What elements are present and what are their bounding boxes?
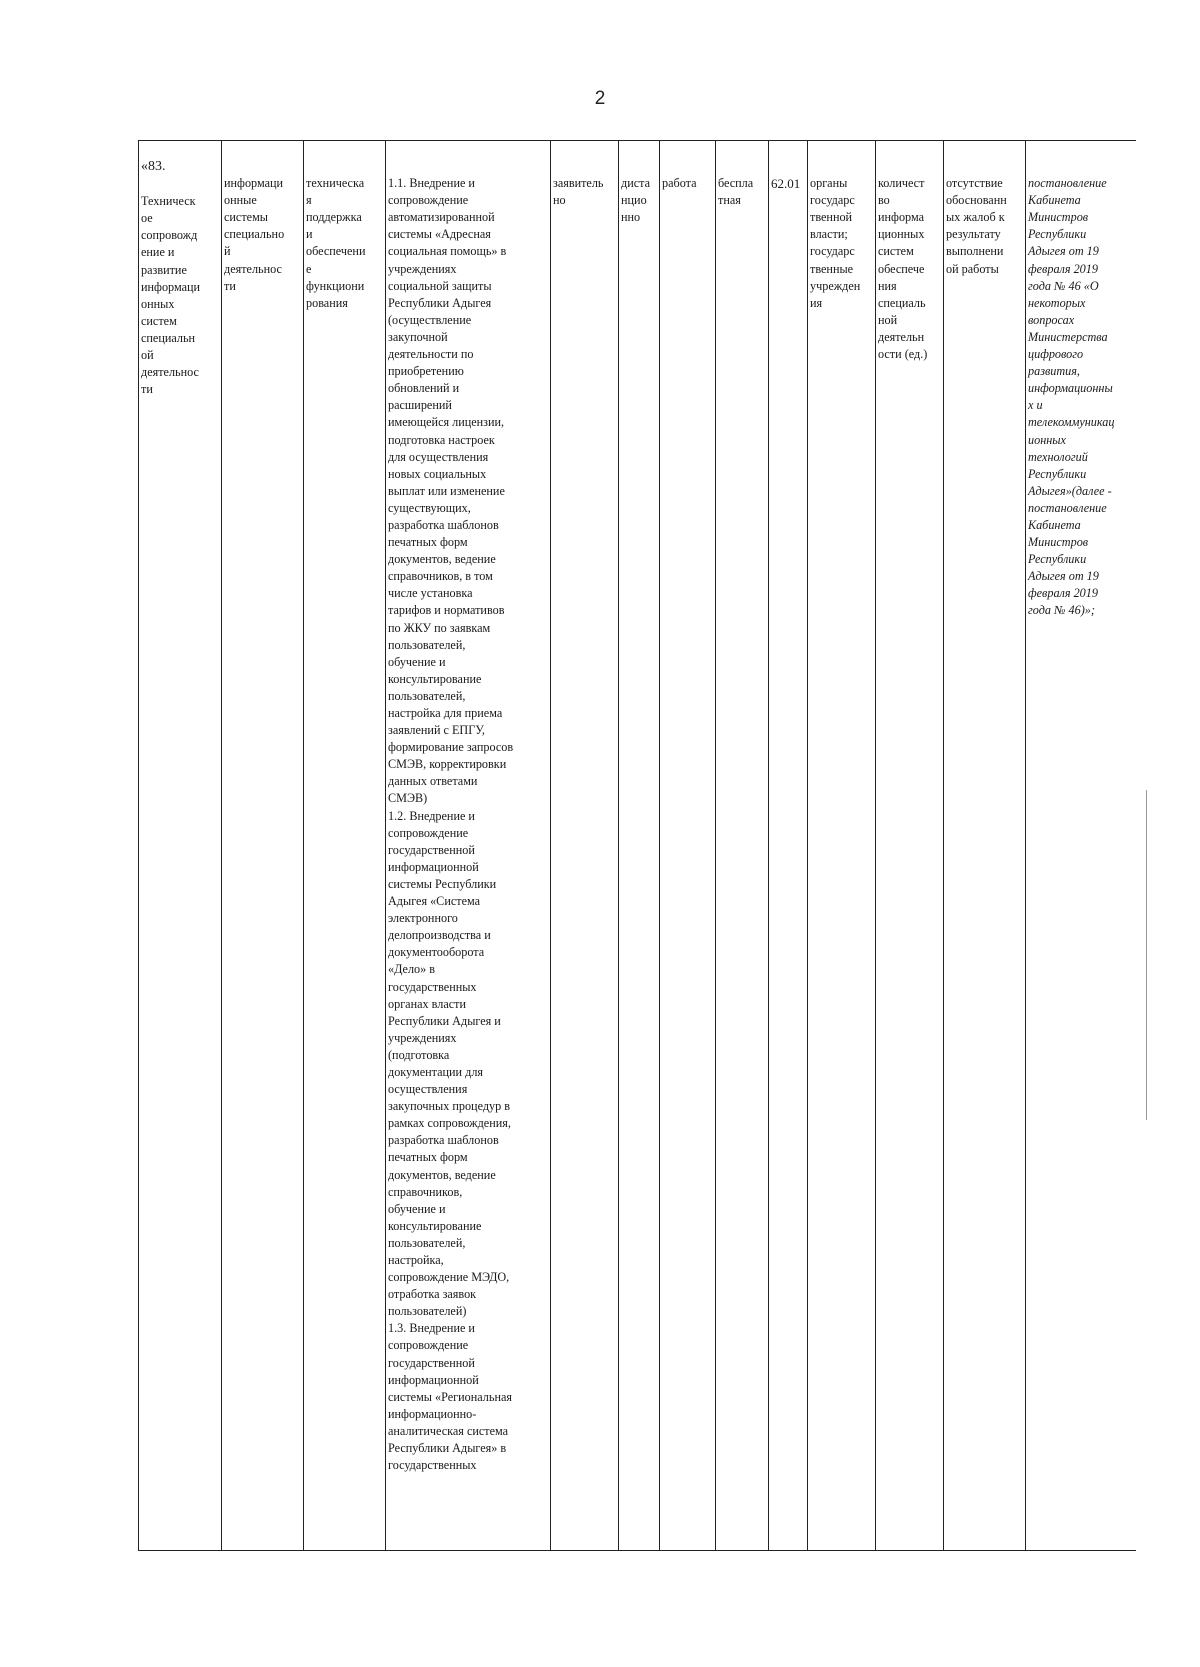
type: работа: [662, 176, 697, 191]
legal-act: постановление Кабинета Министров Республики Адыгея от 19 февраля 2019 года № 46 «О некоторых вопросах Министерства цифрового развития, информационны х и телекоммуникац ионных технологий Республики Адыгея»(далее - постановление Кабинета Министров Республики Адыгея от 19 февраля 2019 года № 46)»;: [1028, 176, 1115, 618]
row-index: «83.: [141, 159, 166, 175]
cell-volume-indicator: [876, 141, 944, 1551]
cell-service-kind: [222, 141, 304, 1551]
payment: беспла тная: [718, 176, 754, 208]
cell-service-content: [304, 141, 386, 1551]
services-table: [138, 140, 1136, 1551]
quality-indicator: отсутствие обоснованн ых жалоб к результату выполнени ой работы: [946, 176, 1007, 276]
form: диста нцио нно: [621, 176, 651, 225]
cell-legal-act: [1026, 141, 1136, 1551]
volume-indicator: количест во информа ционных систем обеспече ния специаль ной деятельн ости (ед.): [878, 176, 928, 362]
cell-code: [769, 141, 808, 1551]
cell-type: [660, 141, 716, 1551]
page-number: 2: [594, 88, 606, 109]
consumers: органы государс твенной власти; государс твенные учрежден ия: [810, 176, 861, 310]
scan-artifact-line: [1146, 790, 1147, 1120]
cell-payment: [716, 141, 769, 1551]
cell-consumers: [808, 141, 876, 1551]
cell-service-name: [139, 141, 222, 1551]
service-name: Техническ ое сопровожд ение и развитие информаци онных систем специальн ой деятельнос ти: [141, 194, 201, 397]
basis: заявитель но: [553, 176, 604, 208]
work-list: 1.1. Внедрение и сопровождение автоматизированной системы «Адресная социальная помощь» в учреждениях социальной защиты Республики Адыгея (осуществление закупочной деятельности по приобретению обновлений и расширений имеющейся лицензии, подготовка настроек для осуществления новых социальных выплат или изменение существующих, разработка шаблонов печатных форм документов, ведение справочников, в том числе установка тарифов и нормативов по ЖКУ по заявкам пользователей, обучение и консультирование пользователей, настройка для приема заявлений с ЕПГУ, формирование запросов СМЭВ, корректировки данных ответами СМЭВ) 1.2. Внедрение и сопровождение государственной информационной системы Республики Адыгея «Система электронного делопроизводства и документооборота «Дело» в государственных органах власти Республики Адыгея и учреждениях (подготовка документации для осуществления закупочных процедур в рамках сопровождения, разработка шаблонов печатных форм документов, ведение справочников, обучение и консультирование пользователей, настройка, сопровождение МЭДО, отработка заявок пользователей) 1.3. Внедрение и сопровождение государственной информационной системы «Региональная информационно- аналитическая система Республики Адыгея» в государственных: [388, 176, 514, 1473]
cell-basis: [551, 141, 619, 1551]
okved-code: 62.01: [771, 176, 801, 192]
cell-form: [619, 141, 660, 1551]
cell-quality-indicator: [944, 141, 1026, 1551]
service-content: техническа я поддержка и обеспечени е функциони рования: [306, 176, 366, 310]
cell-work-list: [386, 141, 551, 1551]
table-row: [139, 141, 1136, 1551]
service-kind: информаци онные системы специально й деятельнос ти: [224, 176, 285, 293]
